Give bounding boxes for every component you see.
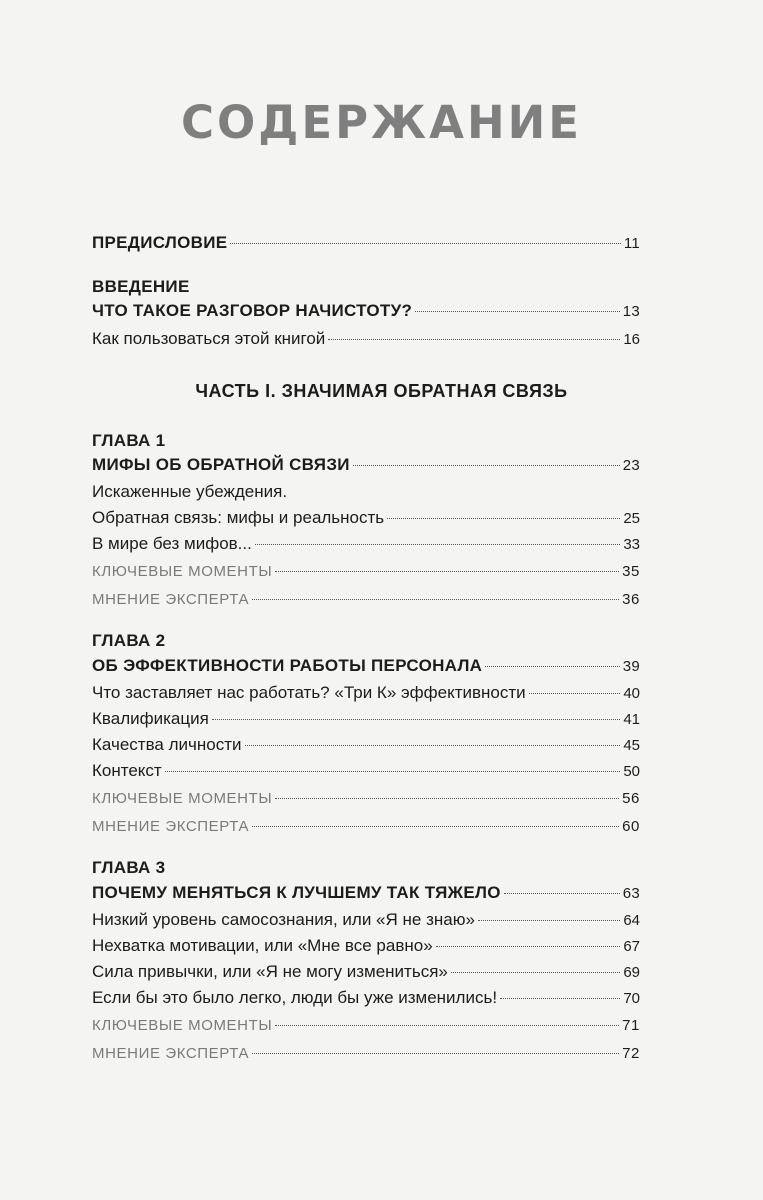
dot-leader: [252, 1053, 619, 1054]
part-heading: ЧАСТЬ I. ЗНАЧИМАЯ ОБРАТНАЯ СВЯЗЬ: [195, 381, 568, 401]
dot-leader: [255, 544, 620, 545]
chapter-title-entry[interactable]: [92, 655, 640, 678]
page-number: 35: [622, 563, 640, 580]
page-number: 23: [622, 457, 640, 474]
entry-title: КЛЮЧЕВЫЕ МОМЕНТЫ: [92, 1017, 273, 1034]
toc-entry[interactable]: [92, 682, 640, 705]
dot-leader: [387, 518, 620, 519]
dot-leader: [252, 599, 619, 600]
page-number: 33: [623, 536, 640, 553]
toc-entry[interactable]: [92, 760, 640, 783]
toc-entry-expert-opinion[interactable]: [92, 1043, 640, 1065]
dot-leader: [415, 311, 620, 312]
page-number: 50: [623, 763, 640, 780]
entry-title: МНЕНИЕ ЭКСПЕРТА: [92, 591, 250, 608]
entry-title: МИФЫ ОБ ОБРАТНОЙ СВЯЗИ: [92, 455, 350, 474]
page-number: 25: [623, 510, 640, 527]
page-number: 16: [623, 331, 640, 348]
dot-leader: [529, 693, 621, 694]
dot-leader: [436, 946, 621, 947]
toc-entry-key-points[interactable]: [92, 561, 640, 583]
page-number: 40: [623, 685, 640, 702]
page-number: 63: [622, 885, 640, 902]
dot-leader: [230, 243, 620, 244]
entry-title: МНЕНИЕ ЭКСПЕРТА: [92, 1045, 250, 1062]
page-number: 60: [622, 818, 640, 835]
intro-heading: ВВЕДЕНИЕ: [92, 277, 190, 296]
page-number: 69: [623, 964, 640, 981]
entry-title: ПРЕДИСЛОВИЕ: [92, 233, 228, 252]
dot-leader: [485, 666, 619, 667]
toc-entry[interactable]: [92, 328, 640, 351]
toc-entry-expert-opinion[interactable]: [92, 816, 640, 838]
page-number: 70: [623, 990, 640, 1007]
page-number: 13: [622, 303, 640, 320]
entry-title: МНЕНИЕ ЭКСПЕРТА: [92, 818, 250, 835]
page-number: 72: [622, 1045, 640, 1062]
dot-leader: [252, 826, 619, 827]
entry-title: Качества личности: [92, 735, 242, 754]
page-number: 71: [622, 1017, 640, 1034]
toc-entry[interactable]: [92, 481, 640, 503]
toc-entry[interactable]: [92, 935, 640, 958]
dot-leader: [212, 719, 621, 720]
toc-entry[interactable]: [92, 734, 640, 757]
entry-title: ЧТО ТАКОЕ РАЗГОВОР НАЧИСТОТУ?: [92, 301, 413, 320]
page-number: 41: [623, 711, 640, 728]
page-number: 39: [622, 658, 640, 675]
page-number: 45: [623, 737, 640, 754]
toc-entry[interactable]: [92, 533, 640, 556]
dot-leader: [478, 920, 620, 921]
entry-title: Искаженные убеждения.: [92, 482, 288, 501]
entry-title: КЛЮЧЕВЫЕ МОМЕНТЫ: [92, 790, 273, 807]
dot-leader: [275, 798, 619, 799]
toc-entry-key-points[interactable]: [92, 1015, 640, 1037]
toc-entry[interactable]: [92, 909, 640, 932]
entry-title: Нехватка мотивации, или «Мне все равно»: [92, 936, 433, 955]
dot-leader: [451, 972, 620, 973]
page-number: 56: [622, 790, 640, 807]
page-number: 11: [623, 235, 640, 252]
toc-entry[interactable]: [92, 708, 640, 731]
chapter-label: ГЛАВА 2: [92, 631, 166, 650]
page-number: 64: [623, 912, 640, 929]
chapter-label: ГЛАВА 1: [92, 431, 166, 450]
entry-title: Что заставляет нас работать? «Три К» эффективности: [92, 683, 526, 702]
dot-leader: [500, 998, 620, 999]
page-number: 36: [622, 591, 640, 608]
entry-title: В мире без мифов...: [92, 534, 252, 553]
toc-entry-expert-opinion[interactable]: [92, 589, 640, 611]
entry-title: Как пользоваться этой книгой: [92, 329, 326, 348]
entry-title: КЛЮЧЕВЫЕ МОМЕНТЫ: [92, 563, 273, 580]
page-number: 67: [623, 938, 640, 955]
dot-leader: [245, 745, 621, 746]
dot-leader: [328, 339, 620, 340]
toc-entry-preface[interactable]: [92, 232, 640, 255]
entry-title: Обратная связь: мифы и реальность: [92, 508, 385, 527]
chapter-label: ГЛАВА 3: [92, 858, 166, 877]
page-title: СОДЕРЖАНИЕ: [180, 96, 583, 149]
entry-title: Сила привычки, или «Я не могу измениться»: [92, 962, 448, 981]
entry-title: ПОЧЕМУ МЕНЯТЬСЯ К ЛУЧШЕМУ ТАК ТЯЖЕЛО: [92, 883, 501, 902]
entry-title: Квалификация: [92, 709, 209, 728]
chapter-title-entry[interactable]: [92, 454, 640, 477]
toc-entry[interactable]: [92, 987, 640, 1010]
dot-leader: [353, 465, 620, 466]
toc-entry[interactable]: [92, 507, 640, 530]
dot-leader: [275, 571, 619, 572]
toc-entry-key-points[interactable]: [92, 788, 640, 810]
toc-entry[interactable]: [92, 961, 640, 984]
toc-entry[interactable]: [92, 300, 640, 323]
entry-title: Если бы это было легко, люди бы уже изменились!: [92, 988, 498, 1007]
dot-leader: [165, 771, 621, 772]
entry-title: Контекст: [92, 761, 162, 780]
dot-leader: [275, 1025, 619, 1026]
entry-title: ОБ ЭФФЕКТИВНОСТИ РАБОТЫ ПЕРСОНАЛА: [92, 656, 483, 675]
dot-leader: [504, 893, 620, 894]
entry-title: Низкий уровень самосознания, или «Я не знаю»: [92, 910, 475, 929]
chapter-title-entry[interactable]: [92, 882, 640, 905]
